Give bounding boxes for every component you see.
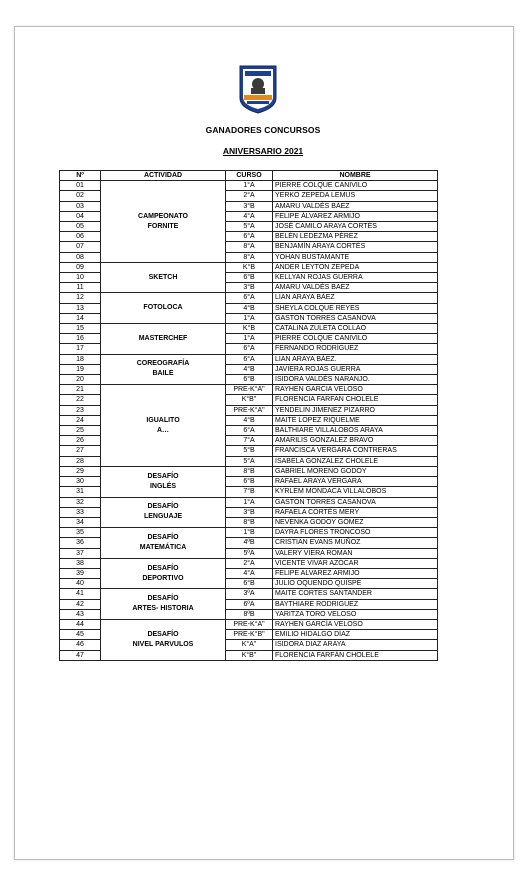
row-number: 03	[60, 201, 101, 211]
activity-cell	[101, 354, 226, 385]
row-number: 47	[60, 650, 101, 660]
activity-cell	[101, 589, 226, 620]
row-student-name: BENJAMÍN ARAYA CORTÉS	[273, 242, 438, 252]
row-student-name: YOHAN BUSTAMANTE	[273, 252, 438, 262]
table-row	[60, 293, 438, 303]
row-course: 6°A	[226, 426, 273, 436]
row-student-name: PIERRE COLQUE CANIVILO	[273, 334, 438, 344]
activity-label: MATEMÁTICA	[139, 543, 187, 551]
row-student-name: FELIPE ÁLVAREZ ARMIJO	[273, 211, 438, 221]
row-course: 6ºA	[226, 599, 273, 609]
row-course: 8°A	[226, 242, 273, 252]
row-course: PRE-K°A"	[226, 405, 273, 415]
row-number: 05	[60, 222, 101, 232]
row-number: 39	[60, 568, 101, 578]
row-course: 1°A	[226, 334, 273, 344]
activity-label: CAMPEONATO	[138, 212, 188, 220]
row-student-name: AMARU VALDÉS BAEZ	[273, 283, 438, 293]
row-course: 5ºA	[226, 548, 273, 558]
row-course: 5°A	[226, 456, 273, 466]
activity-label: DESAFÍO	[147, 630, 179, 638]
row-number: 22	[60, 395, 101, 405]
row-student-name: AMARILIS GONZALEZ BRAVO	[273, 436, 438, 446]
row-course: 4°A	[226, 568, 273, 578]
row-course: 6°B	[226, 579, 273, 589]
row-number: 10	[60, 273, 101, 283]
activity-label: DESAFÍO	[147, 564, 179, 572]
activity-label: COREOGRAFÍA	[136, 360, 190, 368]
row-number: 14	[60, 313, 101, 323]
row-student-name: ISIDORA VALDÉS NARANJO.	[273, 375, 438, 385]
row-number: 07	[60, 242, 101, 252]
row-number: 37	[60, 548, 101, 558]
row-number: 43	[60, 609, 101, 619]
table-row	[60, 497, 438, 507]
row-course: 8°B	[226, 466, 273, 476]
row-number: 25	[60, 426, 101, 436]
row-course: 8°B	[226, 517, 273, 527]
row-student-name: GASTÓN TORRES CASANOVA	[273, 313, 438, 323]
row-student-name: FRANCISCA VERGARA CONTRERAS	[273, 446, 438, 456]
row-student-name: JAVIERA ROJAS GUERRA	[273, 364, 438, 374]
row-student-name: NEVENKA GODOY GÓMEZ	[273, 517, 438, 527]
row-student-name: YENDELIN JIMENEZ PIZARRO	[273, 405, 438, 415]
row-course: 1°B	[226, 528, 273, 538]
row-student-name: YARITZA TORO VELOSO	[273, 609, 438, 619]
row-student-name: JULIO OQUENDO QUISPE	[273, 579, 438, 589]
activity-label: FORNITE	[147, 222, 179, 230]
winners-table	[59, 170, 438, 661]
activity-label: ARTES- HISTORIA	[132, 605, 194, 613]
row-course: 6°B	[226, 375, 273, 385]
row-course: 5°B	[226, 446, 273, 456]
row-number: 12	[60, 293, 101, 303]
row-course: 8ºB	[226, 609, 273, 619]
page-subtitle: ANIVERSARIO 2021	[222, 146, 304, 156]
row-number: 24	[60, 415, 101, 425]
row-course: 3°B	[226, 201, 273, 211]
activity-label: DESAFÍO	[147, 472, 179, 480]
row-student-name: RAYHEN GARCÍA VELOSO	[273, 619, 438, 629]
row-course: 5°A	[226, 222, 273, 232]
row-student-name: GABRIEL MORENO GODOY	[273, 466, 438, 476]
row-student-name: KELLYAN ROJAS GUERRA	[273, 273, 438, 283]
activity-label: IGUALITO	[146, 416, 180, 424]
row-number: 35	[60, 528, 101, 538]
row-student-name: ISABELA GONZALEZ CHOLELE	[273, 456, 438, 466]
row-student-name: LIAN ARAYA BÁEZ.	[273, 354, 438, 364]
activity-cell	[101, 385, 226, 467]
row-student-name: PIERRE COLQUE CANIVILO	[273, 181, 438, 191]
row-student-name: CATALINA ZULETA COLLAO	[273, 324, 438, 334]
table-row	[60, 619, 438, 629]
activity-label: MASTERCHEF	[138, 334, 188, 342]
table-row	[60, 466, 438, 476]
row-number: 46	[60, 640, 101, 650]
activity-label: A…	[156, 426, 170, 434]
row-course: 2°A	[226, 191, 273, 201]
school-crest-logo	[238, 64, 278, 114]
row-student-name: FLORENCIA FARFÁN CHOLELE	[273, 650, 438, 660]
row-student-name: BELÉN LEDEZMA PÉREZ	[273, 232, 438, 242]
activity-label: DEPORTIVO	[142, 574, 184, 582]
row-student-name: BAYTHIARE RODRIGUEZ	[273, 599, 438, 609]
row-student-name: RAYHEN GARCIA VELOSO	[273, 385, 438, 395]
activity-cell	[101, 262, 226, 293]
table-row	[60, 589, 438, 599]
activity-label: BAILE	[152, 370, 174, 378]
row-number: 41	[60, 589, 101, 599]
activity-label: LENGUAJE	[143, 513, 183, 521]
table-row	[60, 324, 438, 334]
activity-cell	[101, 558, 226, 589]
row-course: 8°A	[226, 252, 273, 262]
row-number: 29	[60, 466, 101, 476]
row-course: 4°B	[226, 303, 273, 313]
row-student-name: MAITE CORTES SANTANDER	[273, 589, 438, 599]
table-row	[60, 262, 438, 272]
row-number: 30	[60, 477, 101, 487]
row-number: 21	[60, 385, 101, 395]
row-course: 6°A	[226, 344, 273, 354]
row-course: 1°A	[226, 313, 273, 323]
row-course: K°B"	[226, 650, 273, 660]
row-course: 7°B	[226, 487, 273, 497]
row-student-name: FLORENCIA FARFAN CHOLELE	[273, 395, 438, 405]
row-student-name: RAFAELA CORTÉS MERY	[273, 507, 438, 517]
row-course: 6°B	[226, 477, 273, 487]
row-number: 20	[60, 375, 101, 385]
row-student-name: JOSÉ CAMILO ARAYA CORTÉS	[273, 222, 438, 232]
table-body	[60, 181, 438, 661]
activity-cell	[101, 619, 226, 660]
row-course: 2°A	[226, 558, 273, 568]
row-number: 19	[60, 364, 101, 374]
row-student-name: RAFAEL ARAYA VERGARA	[273, 477, 438, 487]
row-number: 13	[60, 303, 101, 313]
row-course: 3ºA	[226, 589, 273, 599]
row-number: 45	[60, 630, 101, 640]
row-student-name: EMILIO HIDALGO DÍAZ	[273, 630, 438, 640]
row-course: 6°A	[226, 293, 273, 303]
row-student-name: YERKO ZEPEDA LEMUS	[273, 191, 438, 201]
page-title: GANADORES CONCURSOS	[205, 125, 321, 135]
row-course: 3°B	[226, 507, 273, 517]
row-number: 15	[60, 324, 101, 334]
row-number: 18	[60, 354, 101, 364]
activity-label: NIVEL PARVULOS	[132, 640, 194, 648]
row-number: 26	[60, 436, 101, 446]
row-student-name: SHEYLA COLQUE REYES	[273, 303, 438, 313]
activity-label: FOTOLOCA	[143, 304, 183, 312]
row-course: 7°A	[226, 436, 273, 446]
activity-label: SKETCH	[148, 273, 178, 281]
row-course: 4°A	[226, 211, 273, 221]
row-student-name: MAITE LOPEZ RIQUELME	[273, 415, 438, 425]
row-course: K°B	[226, 262, 273, 272]
row-number: 31	[60, 487, 101, 497]
activity-cell	[101, 181, 226, 263]
row-number: 38	[60, 558, 101, 568]
table-row	[60, 181, 438, 191]
row-course: K°B	[226, 324, 273, 334]
header-number: Nº	[60, 171, 101, 181]
row-student-name: DAYRA FLORES TRONCOSO	[273, 528, 438, 538]
row-number: 40	[60, 579, 101, 589]
row-number: 36	[60, 538, 101, 548]
row-course: K°A"	[226, 640, 273, 650]
row-course: PRE-K°A"	[226, 385, 273, 395]
table-row	[60, 354, 438, 364]
row-course: 6°B	[226, 273, 273, 283]
activity-cell	[101, 466, 226, 497]
row-number: 42	[60, 599, 101, 609]
row-number: 23	[60, 405, 101, 415]
row-course: 4°B	[226, 415, 273, 425]
activity-label: INGLÉS	[149, 482, 177, 490]
activity-cell	[101, 324, 226, 355]
row-student-name: ANDER LEYTON ZEPEDA	[273, 262, 438, 272]
activity-label: DESAFÍO	[147, 533, 179, 541]
table-header-row	[60, 171, 438, 181]
row-number: 44	[60, 619, 101, 629]
row-number: 06	[60, 232, 101, 242]
row-course: 1°A	[226, 181, 273, 191]
row-number: 28	[60, 456, 101, 466]
row-student-name: AMARU VALDÉS BÁEZ	[273, 201, 438, 211]
row-student-name: VICENTE VIVAR AZÓCAR	[273, 558, 438, 568]
row-student-name: KYRLEM MONDACA VILLALOBOS	[273, 487, 438, 497]
header-course: CURSO	[226, 171, 273, 181]
row-number: 17	[60, 344, 101, 354]
header-activity: ACTIVIDAD	[101, 171, 226, 181]
row-number: 16	[60, 334, 101, 344]
row-number: 02	[60, 191, 101, 201]
row-number: 33	[60, 507, 101, 517]
row-course: PRE-K°A"	[226, 619, 273, 629]
activity-label: DESAFÍO	[147, 503, 179, 511]
table-row	[60, 528, 438, 538]
row-number: 04	[60, 211, 101, 221]
row-student-name: CRISTIAN EVANS MUÑOZ	[273, 538, 438, 548]
row-number: 34	[60, 517, 101, 527]
row-course: K°B"	[226, 395, 273, 405]
row-student-name: VALERY VIERA ROMAN	[273, 548, 438, 558]
row-student-name: GASTÓN TORRES CASANOVA	[273, 497, 438, 507]
row-course: 4°B	[226, 364, 273, 374]
row-course: 3°B	[226, 283, 273, 293]
row-number: 09	[60, 262, 101, 272]
row-course: 6°A	[226, 354, 273, 364]
row-student-name: FERNANDO RODRÍGUEZ	[273, 344, 438, 354]
activity-label: DESAFÍO	[147, 595, 179, 603]
row-course: 6°A	[226, 232, 273, 242]
row-student-name: FELIPE ALVAREZ ARMIJO	[273, 568, 438, 578]
activity-cell	[101, 528, 226, 559]
row-course: 1°A	[226, 497, 273, 507]
row-course: 4ºB	[226, 538, 273, 548]
row-number: 11	[60, 283, 101, 293]
table-row	[60, 385, 438, 395]
row-student-name: LIAN ARAYA BÁEZ	[273, 293, 438, 303]
table-row	[60, 558, 438, 568]
activity-cell	[101, 497, 226, 528]
row-number: 32	[60, 497, 101, 507]
row-student-name: ISIDORA DIAZ ARAYA	[273, 640, 438, 650]
row-course: PRE-K°B"	[226, 630, 273, 640]
row-student-name: BALTHIARE VILLALOBOS ARAYA	[273, 426, 438, 436]
activity-cell	[101, 293, 226, 324]
row-number: 01	[60, 181, 101, 191]
row-number: 27	[60, 446, 101, 456]
header-name: NOMBRE	[273, 171, 438, 181]
row-number: 08	[60, 252, 101, 262]
